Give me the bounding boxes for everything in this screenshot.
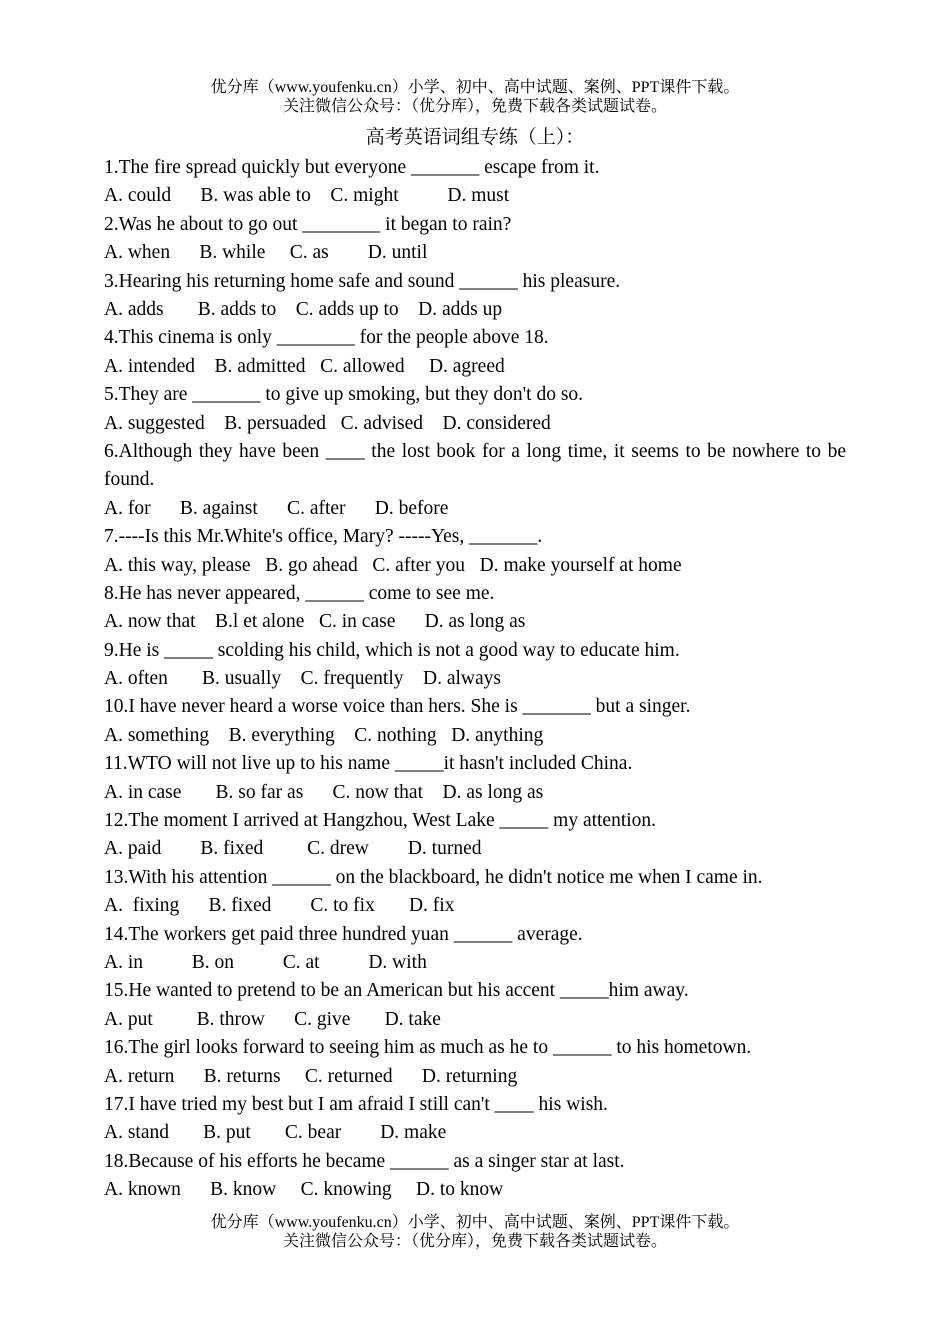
question-stem: 2.Was he about to go out ________ it began to rain? [104,213,512,235]
question-options: A. in case B. so far as C. now that D. as long as [104,781,544,803]
header-line-2: 关注微信公众号：（优分库），免费下载各类试题试卷。 [282,98,667,115]
question-stem: 14.The workers get paid three hundred yuan ______ average. [104,923,583,945]
header-line-1: 优分库（www.youfenku.cn）小学、初中、高中试题、案例、PPT课件下载。 [210,79,740,96]
question-options: A. could B. was able to C. might D. must [104,185,510,207]
question-stem: 6.Although they have been ____ the lost book for a long time, it seems to be nowhere to be found. [104,440,846,491]
question-list [104,154,846,1204]
question-stem: 15.He wanted to pretend to be an American but his accent _____him away. [104,980,689,1002]
question-stem: 9.He is _____ scolding his child, which is not a good way to educate him. [104,639,680,661]
question-options: A. fixing B. fixed C. to fix D. fix [104,895,455,917]
question-stem: 10.I have never heard a worse voice than hers. She is _______ but a singer. [104,696,691,718]
question-options: A. for B. against C. after D. before [104,497,449,519]
footer-line-1: 优分库（www.youfenku.cn）小学、初中、高中试题、案例、PPT课件下载。 [210,1214,740,1231]
question-stem: 5.They are _______ to give up smoking, but they don't do so. [104,384,584,406]
question-stem: 7.----Is this Mr.White's office, Mary? -----Yes, _______. [104,526,543,548]
question-options: A. intended B. admitted C. allowed D. agreed [104,355,505,377]
question-options: A. when B. while C. as D. until [104,242,428,264]
question-stem: 3.Hearing his returning home safe and sound ______ his pleasure. [104,270,621,292]
question-options: A. suggested B. persuaded C. advised D. considered [104,412,551,434]
question-stem: 4.This cinema is only ________ for the people above 18. [104,327,549,349]
question-stem: 11.WTO will not live up to his name _____it hasn't included China. [104,753,633,775]
question-options: A. this way, please B. go ahead C. after you D. make yourself at home [104,554,682,576]
question-options: A. put B. throw C. give D. take [104,1008,441,1030]
page-footer [0,1213,950,1251]
question-stem: 13.With his attention ______ on the blackboard, he didn't notice me when I came in. [104,866,763,888]
question-stem: 8.He has never appeared, ______ come to see me. [104,582,495,604]
question-options: A. paid B. fixed C. drew D. turned [104,838,482,860]
question-options: A. known B. know C. knowing D. to know [104,1179,504,1201]
question-stem: 16.The girl looks forward to seeing him as much as he to ______ to his hometown. [104,1037,752,1059]
question-options: A. stand B. put C. bear D. make [104,1122,447,1144]
page-header [0,78,950,116]
question-stem: 1.The fire spread quickly but everyone _______ escape from it. [104,157,600,178]
question-options: A. now that B.l et alone C. in case D. as long as [104,611,526,633]
question-options: A. something B. everything C. nothing D. anything [104,724,544,746]
question-options: A. return B. returns C. returned D. returning [104,1065,518,1087]
question-options: A. adds B. adds to C. adds up to D. adds up [104,298,503,320]
question-options: A. often B. usually C. frequently D. always [104,668,501,690]
footer-line-2: 关注微信公众号：（优分库），免费下载各类试题试卷。 [282,1233,667,1250]
question-stem: 18.Because of his efforts he became ______ as a singer star at last. [104,1150,625,1172]
page-title: 高考英语词组专练（上）： [365,127,585,148]
question-options: A. in B. on C. at D. with [104,951,427,973]
question-stem: 12.The moment I arrived at Hangzhou, West Lake _____ my attention. [104,810,657,832]
question-stem: 17.I have tried my best but I am afraid I still can't ____ his wish. [104,1093,608,1115]
